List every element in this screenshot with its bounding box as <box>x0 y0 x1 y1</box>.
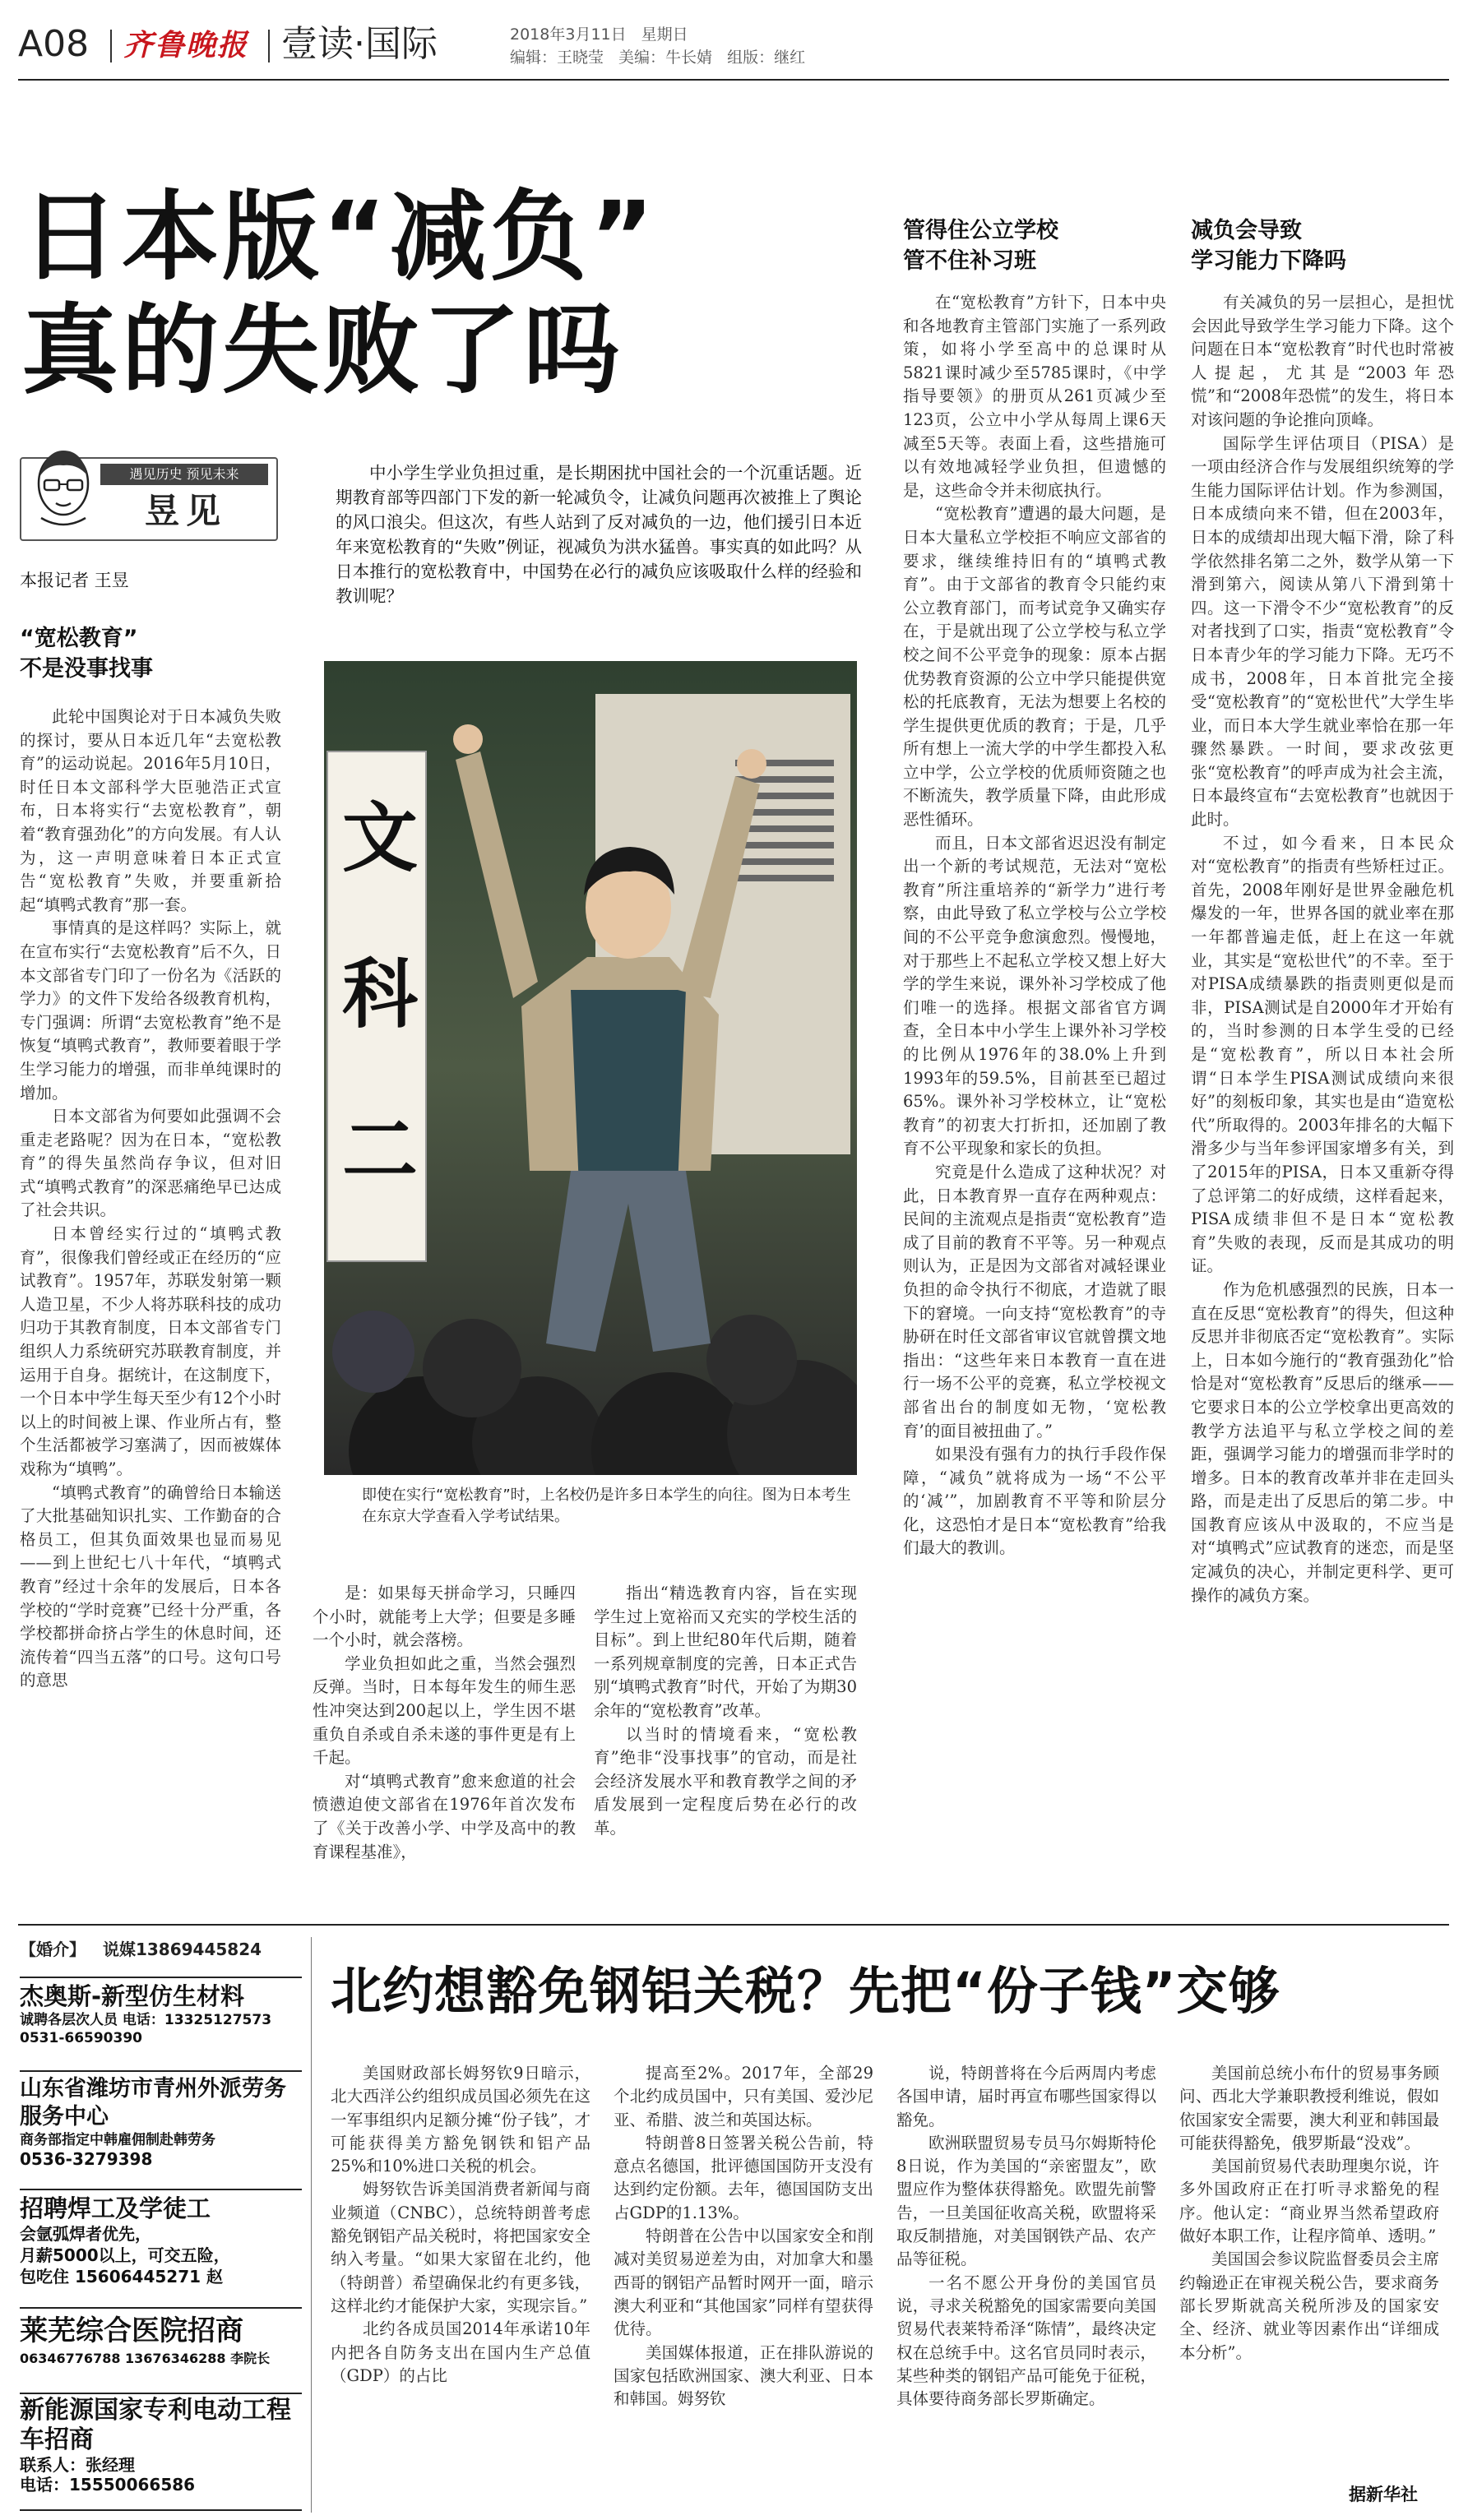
article-column-1 <box>20 705 281 1896</box>
page-code: A08 <box>18 23 90 65</box>
ad-title: 山东省潍坊市青州外派劳务服务中心 <box>20 2076 286 2129</box>
article-paragraph: 作为危机感强烈的民族，日本一直在反思“宽松教育”的得失，但这种反思并非彻底否定“宽松教育”。实际上，日本如今施行的“教育强劲化”恰恰是对“宽松教育”反思后的继承——它要求日本的公立学校拿出更高效的教学方法追平与私立学校之间的差距，强调学习能力的增强而非学时的增多。日本的教育改革并非在走回头路，而是走出了反思后的第二步。中国教育应该从中汲取的，不应当是对“填鸭式”应试教育的迷恋，而是坚定减负的决心，并制定更科学、更可操作的减负方案。 <box>1191 1279 1454 1605</box>
ad-electric-vehicle <box>20 2393 302 2511</box>
article-paragraph: 日本文部省为何要如此强调不会重走老路呢？因为在日本，“宽松教育”的得失虽然尚存争议，但对旧式“填鸭式教育”的深恶痛绝早已达成了社会共识。 <box>20 1107 281 1220</box>
issue-date: 2018年3月11日 星期日 <box>510 25 688 44</box>
main-headline-line1: 日本版“减负” <box>21 180 658 294</box>
subhead-line: 学习能力下降吗 <box>1191 248 1346 274</box>
article-paragraph: 提高至2%。2017年，全部29个北约成员国中，只有美国、爱沙尼亚、希腊、波兰和英国达标。 <box>614 2064 873 2129</box>
ad-hospital <box>20 2307 302 2391</box>
byline: 本报记者 王昱 <box>20 571 129 590</box>
header-divider-1 <box>110 30 112 62</box>
article-column-3 <box>594 1582 857 1888</box>
article-paragraph: 欧洲联盟贸易专员马尔姆斯特伦8日说，作为美国的“亲密盟友”，欧盟应作为整体获得豁免。欧盟先前警告，一旦美国征收高关税，欧盟将采取反制措施，对美国钢铁产品、农产品等征税。 <box>896 2133 1156 2269</box>
ad-line: 月薪5000以上，可交五险， <box>20 2245 230 2265</box>
columnist-badge <box>20 457 278 541</box>
article-paragraph: 美国财政部长姆努钦9日暗示，北大西洋公约组织成员国必须先在这一军事组织内足额分摊“份子钱”，才可能获得美方豁免钢铁和铝产品25%和10%进口关税的机会。 <box>331 2064 590 2176</box>
article-paragraph: 如果没有强有力的执行手段作保障，“减负”就将成为一场“不公平的‘减’”，加剧教育不平等和阶层分化，这恐怕才是日本“宽松教育”给我们最大的教训。 <box>903 1445 1166 1558</box>
ad-line: 06346776788 13676346288 李院长 <box>20 2351 271 2366</box>
subhead-line: 管得住公立学校 <box>903 218 1058 243</box>
header-rule <box>18 79 1449 81</box>
subhead-line: 减负会导致 <box>1191 218 1302 243</box>
subhead-public-vs-cram <box>903 215 1166 276</box>
section-divider <box>18 1924 1449 1926</box>
nato-column-2 <box>614 2062 873 2509</box>
ad-line: 0536-3279398 <box>20 2149 153 2169</box>
photo-sign-char: 文 <box>342 793 419 882</box>
article-paragraph: 对“填鸭式教育”愈来愈道的社会愤懑迫使文部省在1976年首次发布了《关于改善小学、中学及高中的教育课程基准》， <box>313 1771 576 1861</box>
photo-sign-char: 科 <box>342 950 419 1038</box>
article-paragraph: 美国前总统小布什的贸易事务顾问、西北大学兼职教授利维说，假如依国家安全需要，澳大利亚和韩国最可能获得豁免，俄罗斯最“没戏”。 <box>1179 2064 1439 2152</box>
ads-header-phone: 说媒13869445824 <box>102 1940 262 1959</box>
article-paragraph: 美国媒体报道，正在排队游说的国家包括欧洲国家、澳大利亚、日本和韩国。姆努钦 <box>614 2342 873 2409</box>
article-column-5 <box>1191 291 1454 1903</box>
ad-bionic-material <box>20 1977 302 2069</box>
nato-column-1 <box>331 2062 590 2509</box>
ad-line: 0531-66590390 <box>20 2030 142 2046</box>
article-paragraph: 北约各成员国2014年承诺10年内把各自防务支出在国内生产总值（GDP）的占比 <box>331 2319 590 2385</box>
ad-labor-service <box>20 2070 302 2187</box>
article-paragraph: 事情真的是这样吗？实际上，就在宣布实行“去宽松教育”后不久，日本文部省专门印了一份名为《活跃的学力》的文件下发给各级教育机构，专门强调：所谓“去宽松教育”绝不是恢复“填鸭式教育”，教师要着眼于学生学习能力的增强，而非单纯课时的增加。 <box>20 918 281 1103</box>
article-paragraph: 以当时的情境看来，“宽松教育”绝非“没事找事”的官动，而是社会经济发展水平和教育教学之间的矛盾发展到一定程度后势在必行的改革。 <box>594 1724 857 1838</box>
ad-title: 莱芜综合医院招商 <box>20 2314 243 2347</box>
subhead-line: “宽松教育” <box>20 626 138 651</box>
article-paragraph: 不过，如今看来，日本民众对“宽松教育”的指责有些矫枉过正。首先，2008年刚好是世界金融危机爆发的一年，世界各国的就业率在那一年都普遍走低，赶上在这一年就业，其实是“宽松世代”的不幸。至于对PISA成绩暴跌的指责则更似是而非，PISA测试是自2000年才开始有的，当时参测的日本学生受的已经是“宽松教育”，所以日本社会所谓“日本学生PISA测试成绩向来很好”的刻板印象，其实也是由“造宽松代”所取得的。2003年排名的大幅下滑多少与当年参评国家增多有关，到了2015年的PISA，日本又重新夺得了总评第二的好成绩，这样看起来，PISA成绩非但不是日本“宽松教育”失败的表现，反而是其成功的明证。 <box>1191 833 1454 1276</box>
subhead-ability-decline <box>1191 215 1454 276</box>
ads-divider <box>311 1937 312 2513</box>
ad-line: 包吃住 15606445271 赵 <box>20 2267 224 2286</box>
ad-welder-recruit <box>20 2189 302 2305</box>
article-paragraph: 在“宽松教育”方针下，日本中央和各地教育主管部门实施了一系列政策，如将小学至高中的总课时从5821课时减少至5785课时，《中学指导要领》的册页从261页减少至123页，公立中小学从每周上课6天减至5天等。表面上看，这些措施可以有效地减轻学业负担，但遗憾的是，这些命令并未彻底执行。 <box>903 293 1166 500</box>
editor-credits: 编辑：王晓莹 美编：牛长婧 组版：继红 <box>510 49 806 67</box>
article-paragraph: 有关减负的另一层担心，是担忧会因此导致学生学习能力下降。这个问题在日本“宽松教育”时代也时常被人提起，尤其是“2003年恐慌”和“2008年恐慌”的发生，将日本对该问题的争论推向顶峰。 <box>1191 293 1454 429</box>
column-tag-bar: 遇见历史 预见未来 <box>100 464 268 485</box>
ad-line: 会氩弧焊者优先， <box>20 2224 151 2244</box>
nato-column-4 <box>1179 2062 1439 2473</box>
article-paragraph: “填鸭式教育”的确曾给日本输送了大批基础知识扎实、工作勤奋的合格员工，但其负面效果也显而易见——到上世纪七八十年代，“填鸭式教育”经过十余年的发展后，日本各学校的“学时竞赛”已经十分严重，各学校都拼命挤占学生的休息时间，还流传着“四当五落”的口号。这句口号的意思 <box>20 1482 281 1690</box>
paper-logo: 齐鲁晚报 <box>123 28 249 62</box>
photo-caption: 即使在实行“宽松教育”时，上名校仍是许多日本学生的向往。图为日本考生在东京大学查看入学考试结果。 <box>362 1487 851 1525</box>
photo-sign-char: 二 <box>342 1106 419 1195</box>
header-divider-2 <box>268 30 270 62</box>
ad-line: 电话：15550066586 <box>20 2475 196 2495</box>
lead-paragraph: 中小学生学业负担过重，是长期困扰中国社会的一个沉重话题。近期教育部等四部门下发的新一轮减负令，让减负问题再次被推上了舆论的风口浪尖。但这次，有些人站到了反对减负的一边，他们援引日本近年来宽松教育的“失败”例证，视减负为洪水猛兽。事实真的如此吗？从日本推行的宽松教育中，中国势在必行的减负应该吸取什么样的经验和教训呢？ <box>336 463 862 606</box>
ad-line: 诚聘各层次人员 电话：13325127573 <box>20 2012 272 2028</box>
article-paragraph: 指出“精选教育内容，旨在实现学生过上宽裕而又充实的学校生活的目标”。到上世纪80年代后期，随着一系列规章制度的完善，日本正式告别“填鸭式教育”时代，开始了为期30余年的“宽松教育”改革。 <box>594 1584 857 1720</box>
subhead-line: 不是没事找事 <box>20 656 153 682</box>
main-photo <box>324 661 857 1475</box>
article-paragraph: “宽松教育”遭遇的最大问题，是日本大量私立学校拒不响应文部省的要求，继续维持旧有的“填鸭式教育”。由于文部省的教育令只能约束公立教育部门，而考试竞争又确实存在，于是就出现了公立学校与私立学校之间不公平竞争的现象：原本占据优势教育资源的公立中学只能提供宽松的托底教育，无法为想要上名校的学生提供更优质的教育；于是，几乎所有想上一流大学的中学生都投入私立中学，公立学校的优质师资随之也不断流失，教学质量下降，由此形成恶性循环。 <box>903 504 1166 830</box>
ad-title: 招聘焊工及学徒工 <box>20 2194 211 2222</box>
nato-source: 据新华社 <box>1349 2485 1418 2504</box>
article-paragraph: 姆努钦告诉美国消费者新闻与商业频道（CNBC），总统特朗普考虑豁免钢铝产品关税时，将把国家安全纳入考量。“如果大家留在北约，他（特朗普）希望确保北约有更多钱，这样北约才能保护大家，实现宗旨。” <box>331 2180 590 2315</box>
article-paragraph: 特朗普8日签署关税公告前，特意点名德国，批评德国国防开支没有达到约定份额。去年，德国国防支出占GDP的1.13%。 <box>614 2133 873 2222</box>
subhead-line: 管不住补习班 <box>903 248 1036 274</box>
article-paragraph: 学业负担如此之重，当然会强烈反弹。当时，日本每年发生的师生恶性冲突达到200起以上，学生因不堪重负自杀或自杀未遂的事件更是有上千起。 <box>313 1653 576 1768</box>
ad-line: 联系人：张经理 <box>20 2455 135 2475</box>
column-name: 昱见 <box>145 491 228 531</box>
section-title: 壹读·国际 <box>281 23 438 65</box>
nato-column-3 <box>896 2062 1156 2509</box>
main-headline-line2: 真的失败了吗 <box>21 294 624 407</box>
ad-line: 商务部指定中韩雇佣制赴韩劳务 <box>20 2132 215 2148</box>
nato-headline: 北约想豁免钢铝关税？先把“份子钱”交够 <box>331 1961 1280 2021</box>
subhead-kuansong-education <box>20 623 291 684</box>
article-paragraph: 说，特朗普将在今后两周内考虑各国申请，届时再宣布哪些国家得以豁免。 <box>896 2064 1156 2129</box>
article-paragraph: 是：如果每天拼命学习，只睡四个小时，就能考上大学；但要是多睡一个小时，就会落榜。 <box>313 1584 576 1650</box>
article-paragraph: 美国国会参议院监督委员会主席约翰逊正在审视关税公告，要求商务部长罗斯就高关税所涉及的国家安全、经济、就业等因素作出“详细成本分析”。 <box>1179 2250 1439 2362</box>
article-paragraph: 国际学生评估项目（PISA）是一项由经济合作与发展组织统筹的学生能力国际评估计划。作为参测国，日本成绩向来不错，但在2003年，日本的成绩却出现大幅下滑，除了科学依然排名第二之外，数学从第一下滑到第六，阅读从第八下滑到第十四。这一下滑令不少“宽松教育”的反对者找到了口实，指责“宽松教育”令日本青少年的学习能力下降。无巧不成书，2008年，日本首批完全接受“宽松教育”的“宽松世代”大学生毕业，而日本大学生就业率恰在那一年骤然暴跌。一时间，要求改弦更张“宽松教育”的呼声成为社会主流，日本最终宣布“去宽松教育”也就因于此时。 <box>1191 433 1454 830</box>
ads-header-tag: 【婚介】 <box>20 1940 86 1959</box>
article-paragraph: 日本曾经实行过的“填鸭式教育”，很像我们曾经或正在经历的“应试教育”。1957年，苏联发射第一颗人造卫星，不少人将苏联科技的成功归功于其教育制度，日本文部省专门组织人力系统研究苏联教育制度，并运用于自身。据统计，在这制度下，一个日本中学生每天至少有12个小时以上的时间被上课、作业所占有，整个生活都被学习塞满了，因而被媒体戏称为“填鸭”。 <box>20 1224 281 1478</box>
columnist-portrait <box>31 446 95 533</box>
article-paragraph: 特朗普在公告中以国家安全和削减对美贸易逆差为由，对加拿大和墨西哥的钢铝产品暂时网开一面，暗示澳大利亚和“其他国家”同样有望获得优待。 <box>614 2226 873 2339</box>
article-paragraph: 此轮中国舆论对于日本减负失败的探讨，要从日本近几年“去宽松教育”的运动说起。2016年5月10日，时任日本文部科学大臣驰浩正式宣布，日本将实行“去宽松教育”，朝着“教育强劲化”的方向发展。有人认为，这一声明意味着日本正式宣告“宽松教育”失败，并要重新拾起“填鸭式教育”那一套。 <box>20 707 281 914</box>
ads-header <box>20 1937 302 1962</box>
article-column-4 <box>903 291 1166 1903</box>
article-paragraph: 而且，日本文部省迟迟没有制定出一个新的考试规范，无法对“宽松教育”所注重培养的“新学力”进行考察，由此导致了私立学校与公立学校间的不公平竞争愈演愈烈。慢慢地，对于那些上不起私立学校又想上好大学的学生来说，课外补习学校成了他们唯一的选择。根据文部省官方调查，全日本中小学生上课外补习学校的比例从1976年的38.0%上升到1993年的59.5%，目前甚至已超过65%。课外补习学校林立，让“宽松教育”的初衷大打折扣，还加剧了教育不公平现象和家长的负担。 <box>903 833 1166 1158</box>
ad-title: 杰奥斯-新型仿生材料 <box>20 1982 245 2010</box>
article-paragraph: 一名不愿公开身份的美国官员说，寻求关税豁免的国家需要向美国贸易代表莱特希泽“陈情”，最终决定权在总统手中。这名官员同时表示，某些种类的钢铝产品可能免于征税，具体要待商务部长罗斯确定。 <box>896 2273 1156 2409</box>
ad-title: 新能源国家专利电动工程车招商 <box>20 2396 291 2454</box>
article-paragraph: 美国前贸易代表助理奥尔说，许多外国政府正在打听寻求豁免的程序。他认定：“商业界当然希望政府做好本职工作，让程序简单、透明。” <box>1179 2157 1439 2246</box>
article-paragraph: 究竟是什么造成了这种状况？对此，日本教育界一直存在两种观点：民间的主流观点是指责“宽松教育”造成了目前的教育不平等。另一种观点则认为，正是因为文部省对减轻课业负担的命令执行不彻底，才造就了眼下的窘境。一向支持“宽松教育”的寺胁研在时任文部省审议官就曾撰文地指出：“这些年来日本教育一直在进行一场不公平的竞赛，私立学校视文部省出台的制度如无物，‘宽松教育’的面目被扭曲了。” <box>903 1162 1166 1440</box>
article-column-2 <box>313 1582 576 1888</box>
